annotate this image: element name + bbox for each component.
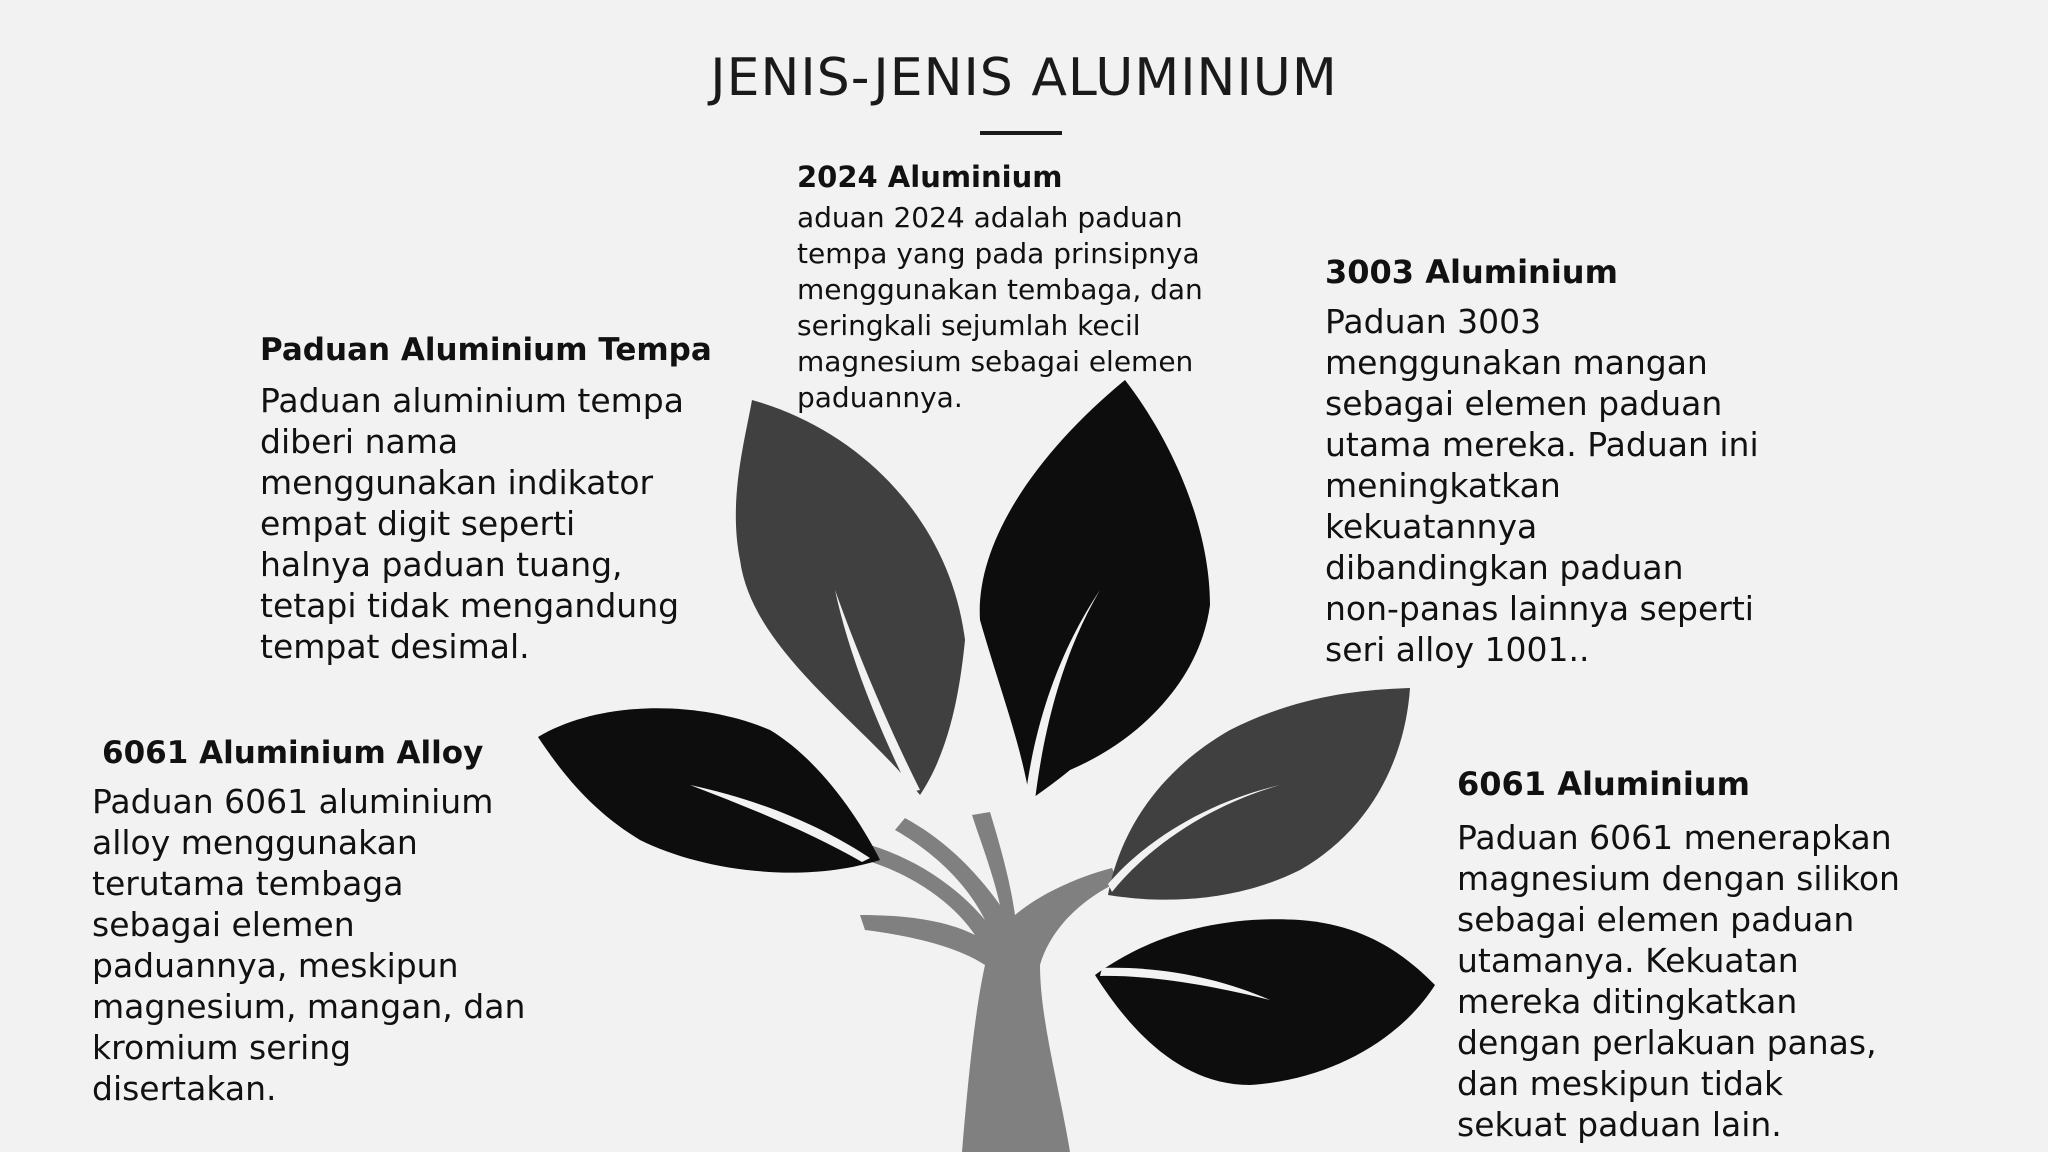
leaf-right-lower [1095,919,1435,1085]
title-underline [980,131,1062,135]
page-title: JENIS-JENIS ALUMINIUM [710,48,1338,108]
block-heading: 6061 Aluminium Alloy [102,735,484,771]
block-heading: 6061 Aluminium [1457,765,1750,803]
block-heading: 3003 Aluminium [1325,253,1618,291]
block-body: aduan 2024 adalah paduan tempa yang pada prinsipnya menggunakan tembaga, dan seringkali sejumlah kecil magnesium sebagai elemen paduannya. [797,201,1203,414]
leaf-right-upper [1108,688,1410,900]
leaf-top-center [980,380,1210,800]
block-body: Paduan aluminium tempa diberi nama menggunakan indikator empat digit seperti halnya paduan tuang, tetapi tidak mengandung tempat desimal. [260,381,684,666]
block-heading: 2024 Aluminium [797,160,1063,194]
block-body: Paduan 3003 menggunakan mangan sebagai elemen paduan utama mereka. Paduan ini meningkatkan kekuatannya dibandingkan paduan non-panas lainnya seperti seri alloy 1001.. [1325,302,1759,669]
block-body: Paduan 6061 menerapkan magnesium dengan silikon sebagai elemen paduan utamanya. Kekuatan mereka ditingkatkan dengan perlakuan panas, dan meskipun tidak sekuat paduan lain. [1457,818,1900,1144]
info-block-6061-alloy [92,735,525,1109]
info-block-6061 [1457,765,1900,1145]
info-block-tempa [260,332,712,667]
hand-trunk-shape [860,812,1118,1152]
block-body: Paduan 6061 aluminium alloy menggunakan terutama tembaga sebagai elemen paduannya, meskipun magnesium, mangan, dan kromium sering disertakan. [92,782,526,1108]
block-heading: Paduan Aluminium Tempa [260,332,712,368]
info-block-3003 [1325,253,1759,670]
info-block-2024 [797,160,1203,416]
